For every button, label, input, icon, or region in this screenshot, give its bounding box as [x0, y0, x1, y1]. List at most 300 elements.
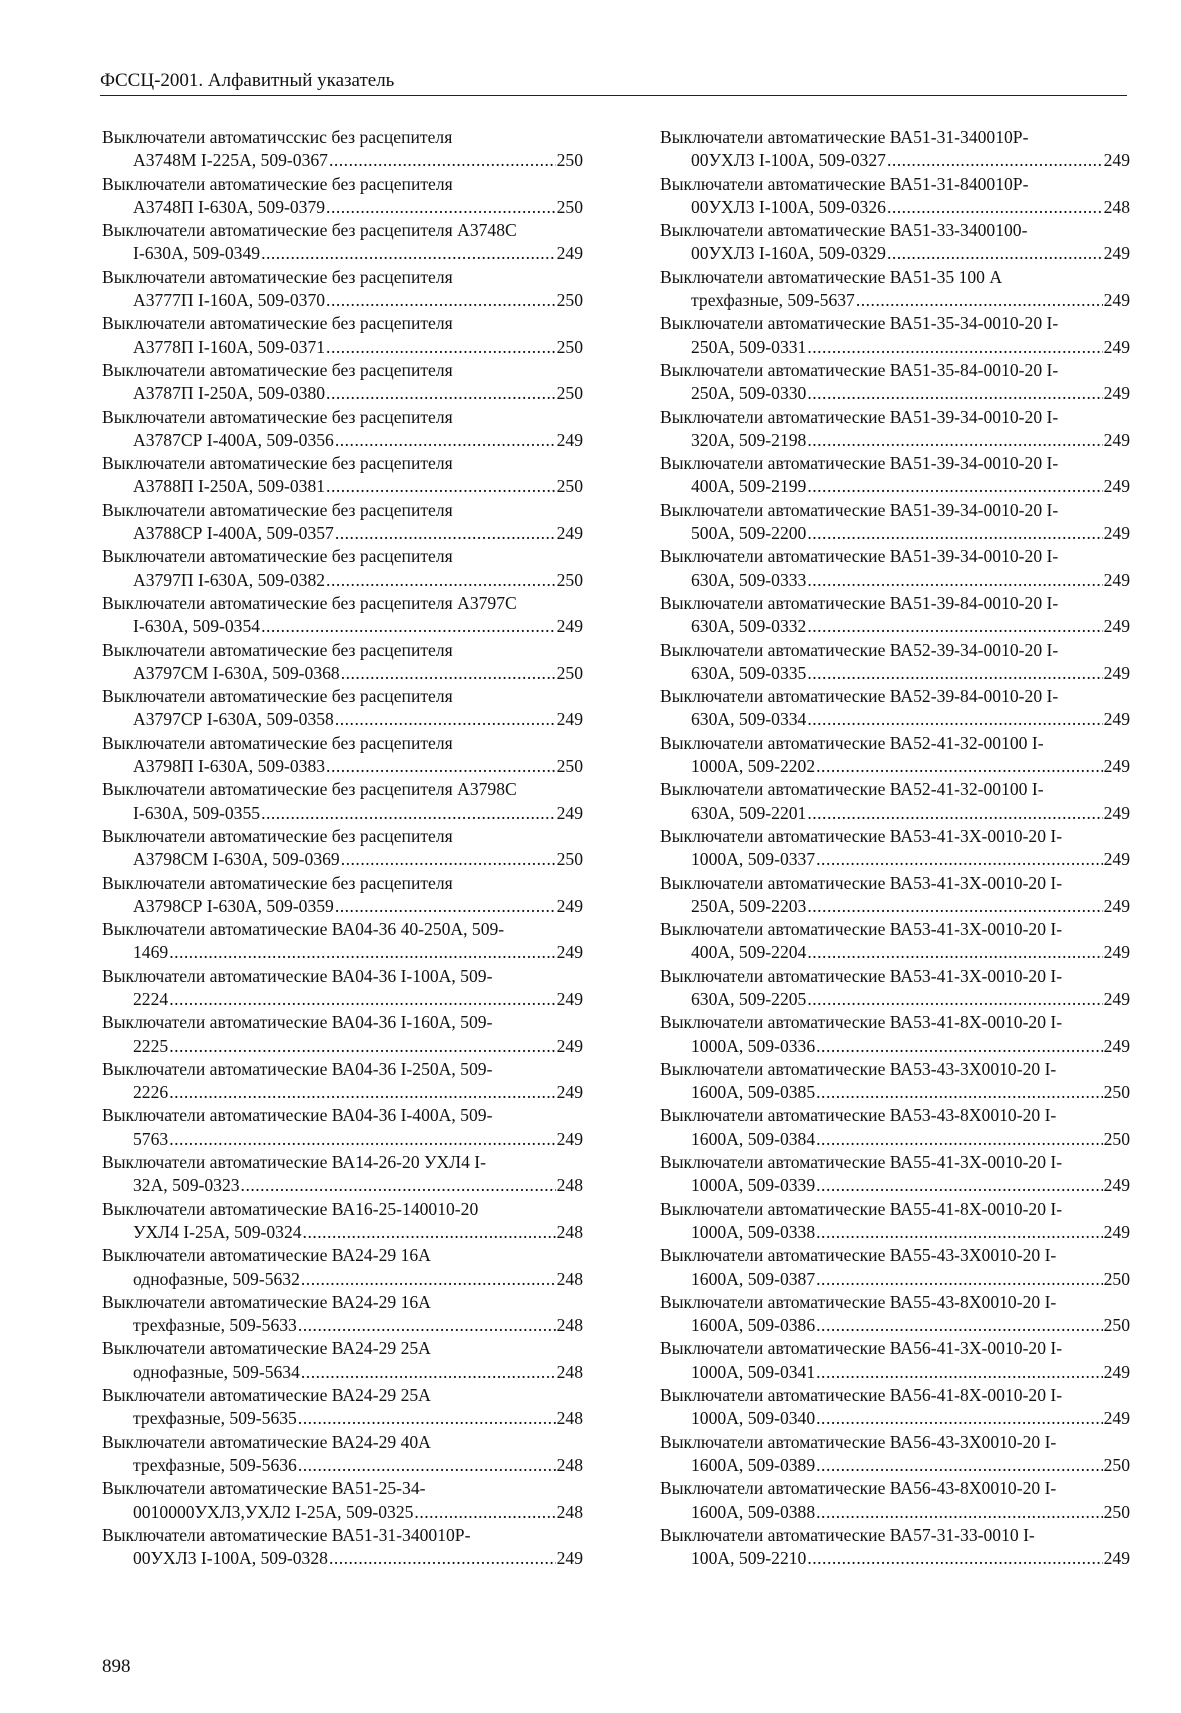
- entry-page-number: 249: [1103, 336, 1130, 357]
- entry-detail-line: [660, 242, 1130, 265]
- index-entry: [102, 1384, 583, 1431]
- entry-title: Выключатели автоматические ВА14-26-20 УХЛ4 I-: [102, 1152, 487, 1173]
- entry-page-number: 250: [556, 383, 583, 404]
- entry-code: 500А, 509-2200: [691, 523, 807, 544]
- index-entry: [660, 1104, 1130, 1151]
- index-entry: [660, 639, 1130, 686]
- entry-code: УХЛ4 I-25А, 509-0324: [133, 1221, 302, 1242]
- entry-title: Выключатели автоматические ВА51-35-34-0010-20 I-: [660, 313, 1059, 334]
- entry-detail-line: [660, 1081, 1130, 1104]
- dot-leader: [807, 429, 1102, 452]
- entry-code: 2226: [133, 1082, 169, 1103]
- dot-leader: [807, 522, 1102, 545]
- entry-code: однофазные, 509-5632: [133, 1268, 300, 1289]
- entry-detail-line: [102, 1035, 583, 1058]
- entry-title: Выключатели автоматические ВА51-39-34-0010-20 I-: [660, 406, 1059, 427]
- dot-leader: [169, 1035, 555, 1058]
- index-entry: [660, 266, 1130, 313]
- entry-detail-line: [660, 941, 1130, 964]
- entry-detail-line: [102, 1081, 583, 1104]
- entry-detail-line: [660, 475, 1130, 498]
- entry-code: 00УХЛ3 I-100А, 509-0326: [691, 196, 886, 217]
- dot-leader: [807, 802, 1102, 825]
- index-entry: [102, 312, 583, 359]
- entry-detail-line: [660, 615, 1130, 638]
- entry-code: 0010000УХЛ3,УХЛ2 I-25А, 509-0325: [133, 1501, 414, 1522]
- index-entry: [660, 452, 1130, 499]
- entry-page-number: 249: [1103, 988, 1130, 1009]
- entry-title: Выключатели автоматические ВА24-29 40А: [102, 1431, 431, 1452]
- entry-title: Выключатели автоматические ВА55-43-8Х0010-20 I-: [660, 1291, 1057, 1312]
- entry-code: 1600А, 509-0389: [691, 1454, 816, 1475]
- index-entry: [660, 1011, 1130, 1058]
- entry-detail-line: [660, 1221, 1130, 1244]
- entry-code: 320А, 509-2198: [691, 429, 807, 450]
- index-entry: [102, 1058, 583, 1105]
- entry-detail-line: [102, 429, 583, 452]
- entry-page-number: 250: [1103, 1454, 1130, 1475]
- entry-page-number: 248: [556, 1175, 583, 1196]
- index-entry: [660, 359, 1130, 406]
- entry-page-number: 250: [1103, 1501, 1130, 1522]
- index-entry: [102, 1011, 583, 1058]
- dot-leader: [816, 1268, 1102, 1291]
- entry-code: 1469: [133, 942, 169, 963]
- entry-title: Выключатели автоматические ВА56-43-8Х0010-20 I-: [660, 1478, 1057, 1499]
- index-entry: [102, 592, 583, 639]
- entry-detail-line: [660, 336, 1130, 359]
- dot-leader: [816, 1361, 1102, 1384]
- entry-title: Выключатели автоматические ВА51-31-340010Р-: [660, 127, 1029, 147]
- entry-title: Выключатели автоматические ВА51-35-84-0010-20 I-: [660, 359, 1059, 380]
- entry-title: Выключатели автоматические без расцепителя А3748С: [102, 220, 517, 241]
- entry-page-number: 249: [1103, 1175, 1130, 1196]
- entry-detail-line: [102, 242, 583, 265]
- entry-title: Выключатели автоматические ВА57-31-33-0010 I-: [660, 1524, 1035, 1545]
- entry-code: А3798СМ I-630А, 509-0369: [133, 849, 340, 870]
- entry-code: А3797СМ I-630А, 509-0368: [133, 662, 340, 683]
- entry-detail-line: [660, 382, 1130, 405]
- entry-title: Выключатели автоматические ВА04-36 I-160А, 509-: [102, 1012, 493, 1033]
- index-entry: [102, 965, 583, 1012]
- entry-code: I-630А, 509-0349: [133, 243, 261, 264]
- entry-title: Выключатели автоматические ВА55-43-3Х0010-20 I-: [660, 1245, 1057, 1266]
- entry-page-number: 249: [556, 1082, 583, 1103]
- entry-page-number: 249: [1103, 1221, 1130, 1242]
- index-entry: [660, 406, 1130, 453]
- entry-detail-line: [660, 662, 1130, 685]
- entry-code: 1000А, 509-0340: [691, 1408, 816, 1429]
- entry-detail-line: [660, 1035, 1130, 1058]
- dot-leader: [816, 1221, 1102, 1244]
- entry-page-number: 250: [556, 756, 583, 777]
- entry-page-number: 250: [1103, 1315, 1130, 1336]
- entry-page-number: 249: [1103, 290, 1130, 311]
- dot-leader: [261, 802, 556, 825]
- entry-code: А3788СР I-400А, 509-0357: [133, 523, 334, 544]
- entry-title: Выключатели автоматические без расцепителя: [102, 173, 453, 194]
- entry-detail-line: [660, 1547, 1130, 1570]
- dot-leader: [807, 708, 1102, 731]
- dot-leader: [341, 848, 556, 871]
- header-rule: [100, 95, 1127, 96]
- entry-title: Выключатели автоматические ВА24-29 16А: [102, 1245, 431, 1266]
- entry-code: А3748М I-225А, 509-0367: [133, 150, 328, 171]
- entry-code: 1000А, 509-0336: [691, 1035, 816, 1056]
- entry-page-number: 250: [1103, 1268, 1130, 1289]
- entry-title: Выключатели автоматические ВА51-33-3400100-: [660, 220, 1028, 241]
- entry-title: Выключатели автоматические без расцепителя: [102, 313, 453, 334]
- entry-detail-line: [102, 662, 583, 685]
- entry-title: Выключатели автоматические без расцепителя: [102, 546, 453, 567]
- entry-page-number: 250: [556, 476, 583, 497]
- entry-code: А3797П I-630А, 509-0382: [133, 569, 326, 590]
- entry-title: Выключатели автоматичсскис без расцепителя: [102, 127, 453, 147]
- entry-page-number: 248: [556, 1315, 583, 1336]
- entry-title: Выключатели автоматические без расцепителя: [102, 825, 453, 846]
- entry-title: Выключатели автоматические без расцепителя: [102, 686, 453, 707]
- dot-leader: [807, 895, 1102, 918]
- entry-title: Выключатели автоматические без расцепителя: [102, 266, 453, 287]
- index-entry: [660, 592, 1130, 639]
- entry-page-number: 249: [1103, 662, 1130, 683]
- entry-title: Выключатели автоматические без расцепителя А3797С: [102, 592, 517, 613]
- entry-page-number: 249: [1103, 942, 1130, 963]
- entry-page-number: 249: [1103, 569, 1130, 590]
- dot-leader: [887, 242, 1103, 265]
- index-entry: [660, 219, 1130, 266]
- entry-page-number: 249: [556, 988, 583, 1009]
- entry-code: А3798СР I-630А, 509-0359: [133, 895, 334, 916]
- entry-detail-line: [102, 1547, 583, 1570]
- dot-leader: [326, 475, 556, 498]
- dot-leader: [335, 522, 556, 545]
- entry-page-number: 249: [1103, 1548, 1130, 1569]
- entry-page-number: 249: [1103, 1408, 1130, 1429]
- dot-leader: [298, 1454, 556, 1477]
- dot-leader: [807, 475, 1102, 498]
- index-entry: [660, 732, 1130, 779]
- entry-detail-line: [660, 1454, 1130, 1477]
- index-entry: [660, 1291, 1130, 1338]
- entry-title: Выключатели автоматические ВА24-29 16А: [102, 1291, 431, 1312]
- entry-page-number: 249: [556, 1035, 583, 1056]
- entry-page-number: 248: [556, 1361, 583, 1382]
- entry-page-number: 250: [556, 336, 583, 357]
- index-entry: [102, 452, 583, 499]
- entry-detail-line: [102, 382, 583, 405]
- entry-page-number: 248: [556, 1454, 583, 1475]
- dot-leader: [241, 1174, 556, 1197]
- index-entry: [660, 1244, 1130, 1291]
- dot-leader: [335, 708, 556, 731]
- index-entry: [102, 359, 583, 406]
- entry-code: I-630А, 509-0355: [133, 802, 261, 823]
- dot-leader: [303, 1221, 556, 1244]
- entry-detail-line: [102, 848, 583, 871]
- index-entry: [660, 918, 1130, 965]
- index-entry: [102, 918, 583, 965]
- entry-page-number: 250: [556, 662, 583, 683]
- entry-title: Выключатели автоматические ВА04-36 I-100А, 509-: [102, 965, 493, 986]
- entry-code: 5763: [133, 1128, 169, 1149]
- entry-page-number: 248: [556, 1408, 583, 1429]
- entry-page-number: 249: [556, 802, 583, 823]
- entry-page-number: 249: [556, 942, 583, 963]
- dot-leader: [816, 1081, 1102, 1104]
- entry-title: Выключатели автоматические ВА53-41-3Х-0010-20 I-: [660, 919, 1063, 940]
- entry-page-number: 249: [556, 429, 583, 450]
- dot-leader: [169, 1081, 555, 1104]
- entry-code: трехфазные, 509-5633: [133, 1315, 297, 1336]
- dot-leader: [169, 1128, 555, 1151]
- dot-leader: [326, 382, 556, 405]
- entry-page-number: 250: [1103, 1082, 1130, 1103]
- index-entry: [660, 778, 1130, 825]
- entry-title: Выключатели автоматические ВА56-43-3Х0010-20 I-: [660, 1431, 1057, 1452]
- dot-leader: [807, 662, 1102, 685]
- index-entry: [660, 173, 1130, 220]
- entry-page-number: 249: [556, 616, 583, 637]
- index-entry: [660, 312, 1130, 359]
- entry-detail-line: [102, 569, 583, 592]
- index-entry: [102, 266, 583, 313]
- entry-detail-line: [102, 895, 583, 918]
- entry-code: 1000А, 509-0338: [691, 1221, 816, 1242]
- dot-leader: [816, 1128, 1102, 1151]
- entry-code: 1600А, 509-0385: [691, 1082, 816, 1103]
- dot-leader: [301, 1361, 556, 1384]
- dot-leader: [335, 895, 556, 918]
- entry-code: однофазные, 509-5634: [133, 1361, 300, 1382]
- dot-leader: [816, 1314, 1102, 1337]
- entry-code: 250А, 509-0331: [691, 336, 807, 357]
- entry-detail-line: [102, 1221, 583, 1244]
- index-entry: [660, 1058, 1130, 1105]
- index-entry: [102, 639, 583, 686]
- entry-title: Выключатели автоматические без расцепителя: [102, 406, 453, 427]
- entry-page-number: 249: [1103, 383, 1130, 404]
- entry-detail-line: [660, 755, 1130, 778]
- entry-code: трехфазные, 509-5635: [133, 1408, 297, 1429]
- entry-title: Выключатели автоматические ВА53-41-3Х-0010-20 I-: [660, 872, 1063, 893]
- entry-code: 1600А, 509-0384: [691, 1128, 816, 1149]
- entry-page-number: 249: [1103, 616, 1130, 637]
- entry-page-number: 249: [556, 895, 583, 916]
- dot-leader: [807, 988, 1102, 1011]
- entry-detail-line: [660, 1407, 1130, 1430]
- dot-leader: [326, 289, 556, 312]
- entry-code: 630А, 509-0333: [691, 569, 807, 590]
- entry-code: 630А, 509-2205: [691, 988, 807, 1009]
- entry-code: 250А, 509-2203: [691, 895, 807, 916]
- entry-title: Выключатели автоматические без расцепителя: [102, 499, 453, 520]
- entry-detail-line: [660, 289, 1130, 312]
- dot-leader: [326, 755, 556, 778]
- index-entry: [102, 1198, 583, 1245]
- dot-leader: [816, 1454, 1102, 1477]
- entry-detail-line: [660, 802, 1130, 825]
- entry-detail-line: [660, 1174, 1130, 1197]
- entry-title: Выключатели автоматические ВА53-43-3Х0010-20 I-: [660, 1058, 1057, 1079]
- entry-code: 00УХЛ3 I-100А, 509-0328: [133, 1548, 328, 1569]
- dot-leader: [816, 1407, 1102, 1430]
- entry-title: Выключатели автоматические ВА51-25-34-: [102, 1478, 426, 1499]
- index-entry: [660, 1431, 1130, 1478]
- entry-page-number: 250: [556, 150, 583, 171]
- entry-detail-line: [102, 149, 583, 172]
- index-column-left: [102, 126, 583, 1570]
- entry-detail-line: [102, 1361, 583, 1384]
- entry-code: А3748П I-630А, 509-0379: [133, 196, 326, 217]
- entry-code: А3787СР I-400А, 509-0356: [133, 429, 334, 450]
- index-entry: [102, 406, 583, 453]
- entry-page-number: 250: [556, 290, 583, 311]
- index-entry: [102, 219, 583, 266]
- entry-code: 1000А, 509-0341: [691, 1361, 816, 1382]
- entry-code: 00УХЛ3 I-160А, 509-0329: [691, 243, 886, 264]
- entry-title: Выключатели автоматические ВА24-29 25А: [102, 1338, 431, 1359]
- dot-leader: [335, 429, 556, 452]
- index-entry: [660, 965, 1130, 1012]
- index-entry: [660, 872, 1130, 919]
- index-entry: [660, 1337, 1130, 1384]
- entry-page-number: 250: [556, 196, 583, 217]
- entry-title: Выключатели автоматические ВА16-25-140010-20: [102, 1198, 479, 1219]
- entry-code: 400А, 509-2199: [691, 476, 807, 497]
- entry-detail-line: [660, 569, 1130, 592]
- entry-code: трехфазные, 509-5636: [133, 1454, 297, 1475]
- entry-page-number: 249: [556, 523, 583, 544]
- entry-detail-line: [102, 802, 583, 825]
- entry-detail-line: [660, 895, 1130, 918]
- entry-detail-line: [102, 755, 583, 778]
- entry-title: Выключатели автоматические ВА55-41-3Х-0010-20 I-: [660, 1152, 1063, 1173]
- entry-page-number: 250: [1103, 1128, 1130, 1149]
- index-entry: [102, 545, 583, 592]
- entry-code: 2224: [133, 988, 169, 1009]
- dot-leader: [261, 242, 556, 265]
- entry-page-number: 248: [556, 1501, 583, 1522]
- entry-title: Выключатели автоматические без расцепителя: [102, 872, 453, 893]
- dot-leader: [169, 988, 555, 1011]
- index-entry: [102, 732, 583, 779]
- index-entry: [660, 685, 1130, 732]
- entry-code: 1000А, 509-2202: [691, 756, 816, 777]
- dot-leader: [329, 149, 556, 172]
- entry-code: 1600А, 509-0386: [691, 1315, 816, 1336]
- dot-leader: [807, 941, 1102, 964]
- dot-leader: [816, 755, 1102, 778]
- entry-code: 100А, 509-2210: [691, 1548, 807, 1569]
- entry-code: А3788П I-250А, 509-0381: [133, 476, 326, 497]
- dot-leader: [856, 289, 1103, 312]
- entry-detail-line: [660, 522, 1130, 545]
- index-entry: [660, 1384, 1130, 1431]
- entry-code: трехфазные, 509-5637: [691, 290, 855, 311]
- entry-code: 630А, 509-0332: [691, 616, 807, 637]
- entry-page-number: 249: [1103, 429, 1130, 450]
- entry-detail-line: [102, 1314, 583, 1337]
- entry-detail-line: [660, 988, 1130, 1011]
- entry-page-number: 249: [1103, 150, 1130, 171]
- entry-page-number: 249: [1103, 476, 1130, 497]
- entry-detail-line: [102, 988, 583, 1011]
- entry-code: 630А, 509-0335: [691, 662, 807, 683]
- entry-page-number: 249: [1103, 756, 1130, 777]
- entry-code: 32А, 509-0323: [133, 1175, 240, 1196]
- entry-title: Выключатели автоматические ВА51-39-34-0010-20 I-: [660, 546, 1059, 567]
- index-entry: [102, 1524, 583, 1571]
- dot-leader: [301, 1268, 556, 1291]
- dot-leader: [298, 1407, 556, 1430]
- index-column-right: [660, 126, 1130, 1570]
- entry-title: Выключатели автоматические без расцепителя: [102, 453, 453, 474]
- index-entry: [102, 126, 583, 173]
- entry-title: Выключатели автоматические ВА52-39-84-0010-20 I-: [660, 686, 1059, 707]
- entry-detail-line: [660, 848, 1130, 871]
- entry-page-number: 249: [556, 1128, 583, 1149]
- entry-title: Выключатели автоматические ВА53-41-8Х-0010-20 I-: [660, 1012, 1063, 1033]
- index-entry: [102, 1104, 583, 1151]
- entry-detail-line: [660, 429, 1130, 452]
- entry-detail-line: [102, 475, 583, 498]
- entry-detail-line: [102, 941, 583, 964]
- dot-leader: [816, 1174, 1102, 1197]
- entry-detail-line: [102, 708, 583, 731]
- dot-leader: [887, 196, 1103, 219]
- index-entry: [102, 173, 583, 220]
- entry-title: Выключатели автоматические ВА56-41-8Х-0010-20 I-: [660, 1385, 1063, 1406]
- index-entry: [660, 1198, 1130, 1245]
- index-entry: [102, 1431, 583, 1478]
- entry-code: 2225: [133, 1035, 169, 1056]
- entry-page-number: 249: [1103, 243, 1130, 264]
- entry-detail-line: [660, 708, 1130, 731]
- entry-page-number: 250: [556, 569, 583, 590]
- entry-title: Выключатели автоматические ВА52-39-34-0010-20 I-: [660, 639, 1059, 660]
- index-entry: [660, 1151, 1130, 1198]
- entry-page-number: 249: [1103, 849, 1130, 870]
- page-number: 898: [102, 1656, 131, 1677]
- entry-title: Выключатели автоматические ВА56-41-3Х-0010-20 I-: [660, 1338, 1063, 1359]
- entry-page-number: 249: [1103, 1361, 1130, 1382]
- entry-title: Выключатели автоматические ВА24-29 25А: [102, 1385, 431, 1406]
- index-entry: [660, 499, 1130, 546]
- index-entry: [660, 1477, 1130, 1524]
- entry-code: 250А, 509-0330: [691, 383, 807, 404]
- entry-detail-line: [660, 149, 1130, 172]
- entry-page-number: 249: [1103, 709, 1130, 730]
- dot-leader: [169, 941, 555, 964]
- entry-title: Выключатели автоматические ВА53-41-3Х-0010-20 I-: [660, 965, 1063, 986]
- entry-page-number: 249: [556, 709, 583, 730]
- dot-leader: [414, 1501, 555, 1524]
- entry-title: Выключатели автоматические ВА53-41-3Х-0010-20 I-: [660, 825, 1063, 846]
- dot-leader: [807, 615, 1102, 638]
- dot-leader: [298, 1314, 556, 1337]
- entry-code: А3787П I-250А, 509-0380: [133, 383, 326, 404]
- index-entry: [660, 545, 1130, 592]
- entry-code: 00УХЛ3 I-100А, 509-0327: [691, 150, 886, 171]
- index-entry: [660, 1524, 1130, 1571]
- entry-code: А3798П I-630А, 509-0383: [133, 756, 326, 777]
- entry-detail-line: [660, 1314, 1130, 1337]
- entry-code: 630А, 509-0334: [691, 709, 807, 730]
- entry-title: Выключатели автоматические ВА51-39-34-0010-20 I-: [660, 499, 1059, 520]
- dot-leader: [887, 149, 1103, 172]
- entry-page-number: 249: [1103, 1035, 1130, 1056]
